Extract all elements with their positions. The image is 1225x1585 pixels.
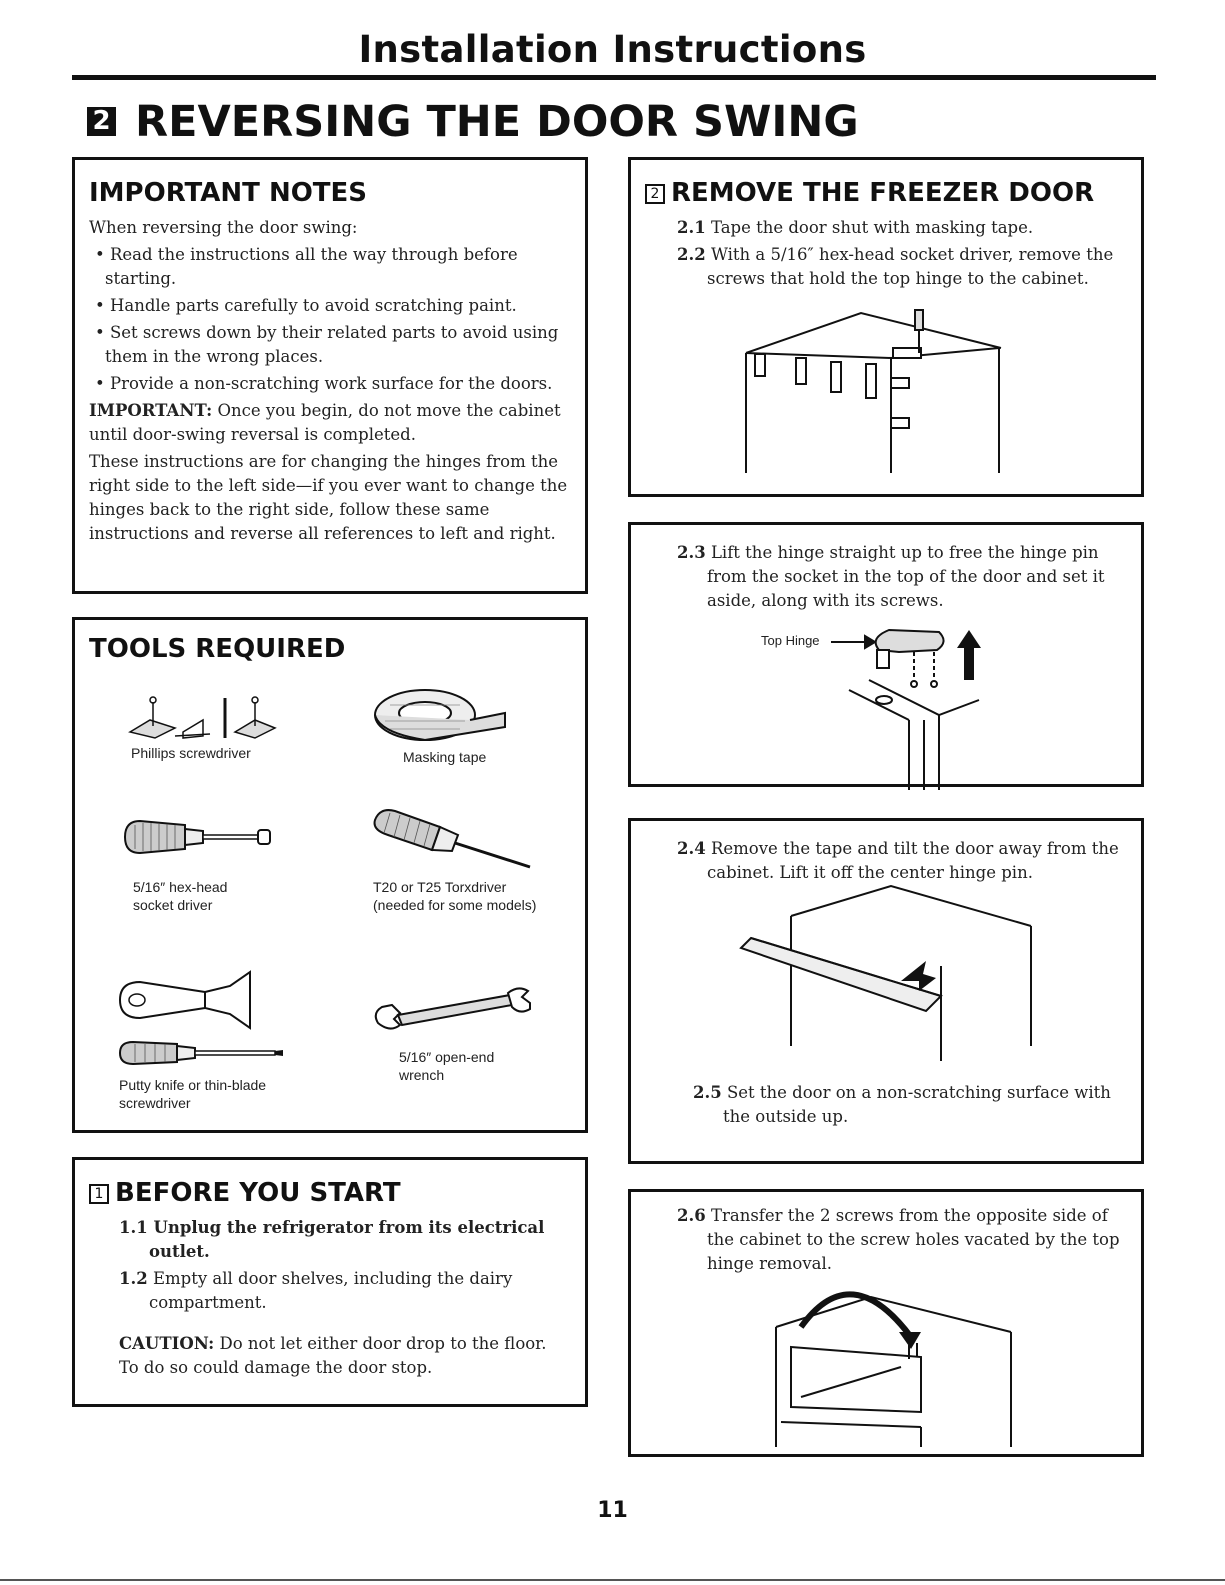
remove-tape-body-2 [693, 1081, 1133, 1132]
open-end-wrench-label [399, 1048, 494, 1084]
step-2-2-number: 2.2 [677, 245, 706, 264]
transfer-screws-box [628, 1189, 1144, 1457]
caution-text: Do not let either door drop to the floor. To do so could damage the door stop. [119, 1334, 547, 1377]
caution-label: CAUTION: [119, 1334, 215, 1353]
step-2-5 [693, 1081, 1133, 1129]
lift-hinge-box [628, 522, 1144, 787]
remove-tape-body [677, 837, 1133, 888]
step-2-1 [677, 216, 1133, 240]
remove-tape-box [628, 818, 1144, 1164]
open-end-wrench-label-line: 5/16″ open-end [399, 1049, 495, 1065]
step-2-1-number: 2.1 [677, 218, 706, 237]
page-header-title: Installation Instructions [358, 28, 867, 71]
remove-freezer-door-body [677, 216, 1133, 294]
open-end-wrench-icon [370, 985, 540, 1035]
bottom-rule [0, 1579, 1225, 1581]
remove-freezer-door-title [645, 178, 1094, 208]
caution-paragraph [119, 1332, 559, 1380]
taped-door-illustration [741, 308, 1001, 478]
important-notes-bullet: • Read the instructions all the way through before starting. [95, 245, 518, 288]
transfer-screws-body [677, 1204, 1133, 1279]
putty-knife-label-line: screwdriver [119, 1095, 191, 1111]
phillips-screwdriver-label: Phillips screwdriver [131, 745, 251, 761]
putty-knife-label [119, 1076, 266, 1112]
torx-driver-label-line: (needed for some models) [373, 897, 537, 913]
step-1-1 [119, 1216, 569, 1264]
step-2-6-number: 2.6 [677, 1206, 706, 1225]
step-2-1-text: Tape the door shut with masking tape. [705, 218, 1034, 237]
section-title: REVERSING THE DOOR SWING [135, 97, 859, 147]
step-1-1-number: 1.1 [119, 1218, 148, 1237]
step-2-6 [677, 1204, 1133, 1276]
important-notes-body [89, 216, 577, 549]
putty-knife-label-line: Putty knife or thin-blade [119, 1077, 267, 1093]
masking-tape-icon [370, 685, 510, 745]
step-2-5-number: 2.5 [693, 1083, 722, 1102]
important-notes-bullet: • Provide a non-scratching work surface for the doors. [95, 374, 553, 393]
step-2-2 [677, 243, 1133, 291]
lift-hinge-body [677, 541, 1133, 616]
important-text: Once you begin, do not move the cabinet until door-swing reversal is completed. [89, 401, 561, 444]
step-2-4-number: 2.4 [677, 839, 706, 858]
tilt-door-illustration [731, 886, 1041, 1066]
step-2-5-text: Set the door on a non-scratching surface with the outside up. [721, 1083, 1111, 1126]
open-end-wrench-label-line: wrench [399, 1067, 445, 1083]
putty-knife-icon [115, 970, 285, 1030]
section-number-badge: 2 [87, 107, 116, 136]
before-you-start-title-text: BEFORE YOU START [115, 1178, 401, 1208]
important-notes-intro: When reversing the door swing: [89, 218, 358, 237]
step-2-2-text: With a 5/16″ hex-head socket driver, remove the screws that hold the top hinge to the cabinet. [705, 245, 1114, 288]
step-2-3 [677, 541, 1133, 613]
important-notes-bullet: • Handle parts carefully to avoid scratching paint. [95, 296, 517, 315]
hex-socket-driver-label-line: socket driver [133, 897, 213, 913]
remove-freezer-door-title-text: REMOVE THE FREEZER DOOR [671, 178, 1095, 208]
step-2-6-text: Transfer the 2 screws from the opposite side of the cabinet to the screw holes vacated by the top hinge removal. [705, 1206, 1120, 1273]
important-paragraph [89, 399, 577, 447]
torx-driver-label-line: T20 or T25 Torxdriver [373, 879, 507, 895]
top-hinge-illustration [829, 620, 1009, 790]
top-hinge-label: Top Hinge [761, 633, 820, 648]
step-1-2-text: Empty all door shelves, including the dairy compartment. [147, 1269, 513, 1312]
torx-driver-label [373, 878, 536, 914]
important-notes-title: IMPORTANT NOTES [89, 178, 368, 208]
step-number-box: 2 [645, 184, 665, 204]
remove-freezer-door-box [628, 157, 1144, 497]
step-2-3-text: Lift the hinge straight up to free the hinge pin from the socket in the top of the door and set it aside, along with its screws. [705, 543, 1105, 610]
important-label: IMPORTANT: [89, 401, 213, 420]
hex-socket-driver-icon [115, 815, 285, 860]
tools-required-box [72, 617, 588, 1133]
thin-blade-screwdriver-icon [115, 1038, 295, 1068]
important-notes-box [72, 157, 588, 594]
important-notes-closing: These instructions are for changing the hinges from the right side to the left side—if you ever want to change the hinges back to the right side, follow these same instructions and reverse all references to left and right. [89, 452, 568, 543]
transfer-screws-illustration [771, 1287, 1021, 1452]
step-1-2-number: 1.2 [119, 1269, 148, 1288]
step-1-2 [119, 1267, 569, 1315]
step-2-4-text: Remove the tape and tilt the door away from the cabinet. Lift it off the center hinge pin. [705, 839, 1119, 882]
before-you-start-title [89, 1178, 401, 1208]
important-notes-bullet: • Set screws down by their related parts to avoid using them in the wrong places. [95, 323, 559, 366]
masking-tape-label: Masking tape [403, 749, 487, 765]
step-2-4 [677, 837, 1133, 885]
phillips-screwdriver-icon [115, 680, 265, 740]
step-number-box: 1 [89, 1184, 109, 1204]
before-you-start-box [72, 1157, 588, 1407]
step-2-3-number: 2.3 [677, 543, 706, 562]
tools-required-title: TOOLS REQUIRED [89, 634, 346, 664]
hex-socket-driver-label [133, 878, 227, 914]
header-rule [72, 75, 1156, 80]
torx-driver-icon [370, 805, 540, 875]
step-1-1-text: Unplug the refrigerator from its electrical outlet. [147, 1218, 545, 1261]
page-number: 11 [597, 1498, 628, 1523]
before-you-start-body [119, 1216, 569, 1318]
hex-socket-driver-label-line: 5/16″ hex-head [133, 879, 228, 895]
